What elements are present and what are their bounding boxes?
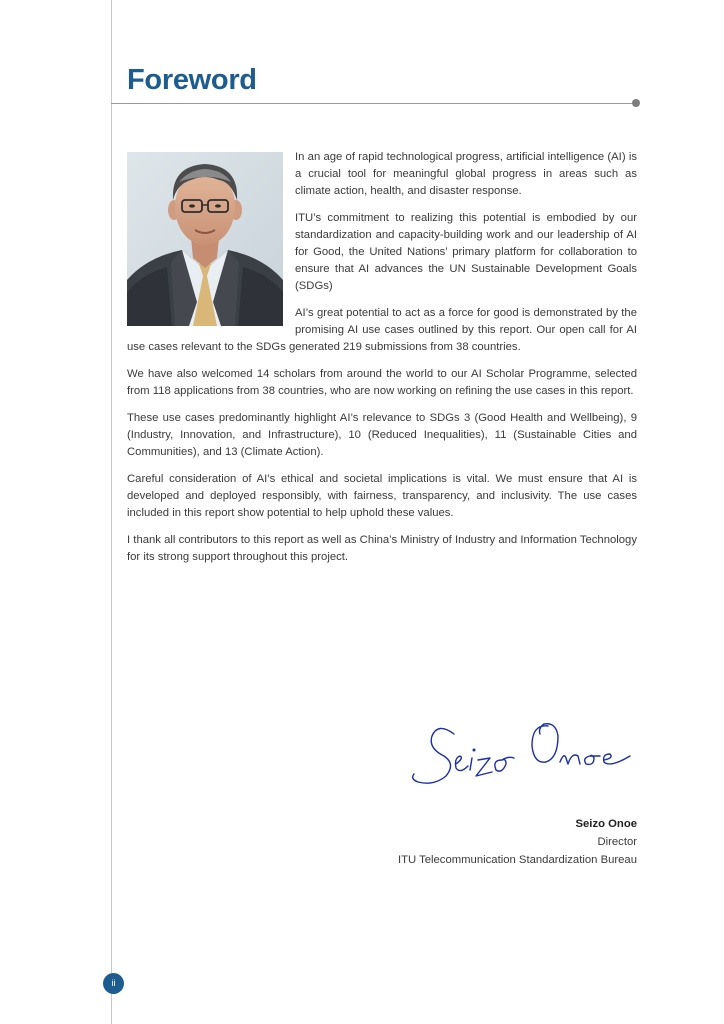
signatory-role: Director [597, 836, 637, 848]
signatory-organization: ITU Telecommunication Standardization Bureau [397, 854, 637, 866]
portrait-photo [127, 152, 283, 326]
divider-dot [632, 99, 640, 107]
margin-line [111, 0, 112, 1024]
foreword-body [127, 149, 637, 576]
paragraph-6: Careful consideration of AI’s ethical and societal implications is vital. We must ensure that AI is developed and deployed responsibly, with fairness, transparency, and inclusivity. The use cases included in this report show potential to help uphold these values. [127, 473, 637, 519]
paragraph-7: I thank all contributors to this report as well as China’s Ministry of Industry and Information Technology for its strong support throughout this project. [127, 534, 637, 563]
title-divider [111, 103, 635, 104]
page-title: Foreword [127, 64, 257, 96]
signatory-name: Seizo Onoe [575, 818, 637, 830]
paragraph-4: We have also welcomed 14 scholars from around the world to our AI Scholar Programme, selected from 118 applications from 38 countries, who are now working on refining the use cases in this report. [127, 368, 637, 397]
signatory-block [398, 815, 637, 869]
paragraph-2: ITU’s commitment to realizing this potential is embodied by our standardization and capacity-building work and our leadership of AI for Good, the United Nations’ primary platform for collaboration to ensure that AI advances the UN Sustainable Development Goals (SDGs) [295, 212, 637, 292]
handwritten-signature [408, 712, 638, 798]
page-number-badge: ii [103, 973, 124, 994]
paragraph-5: These use cases predominantly highlight AI’s relevance to SDGs 3 (Good Health and Wellbeing), 9 (Industry, Innovation, and Infrastructure), 10 (Reduced Inequalities), 11 (Sustainable Cities and Communities), and 13 (Climate Action). [127, 412, 637, 458]
paragraph-3: AI’s great potential to act as a force for good is demonstrated by the promising AI use cases outlined by this report. Our open call for AI use cases relevant to the SDGs generated 219 submissions from 38 countries. [127, 307, 637, 353]
paragraph-1: In an age of rapid technological progress, artificial intelligence (AI) is a crucial tool for meaningful global progress in areas such as climate action, health, and disaster response. [295, 151, 637, 197]
